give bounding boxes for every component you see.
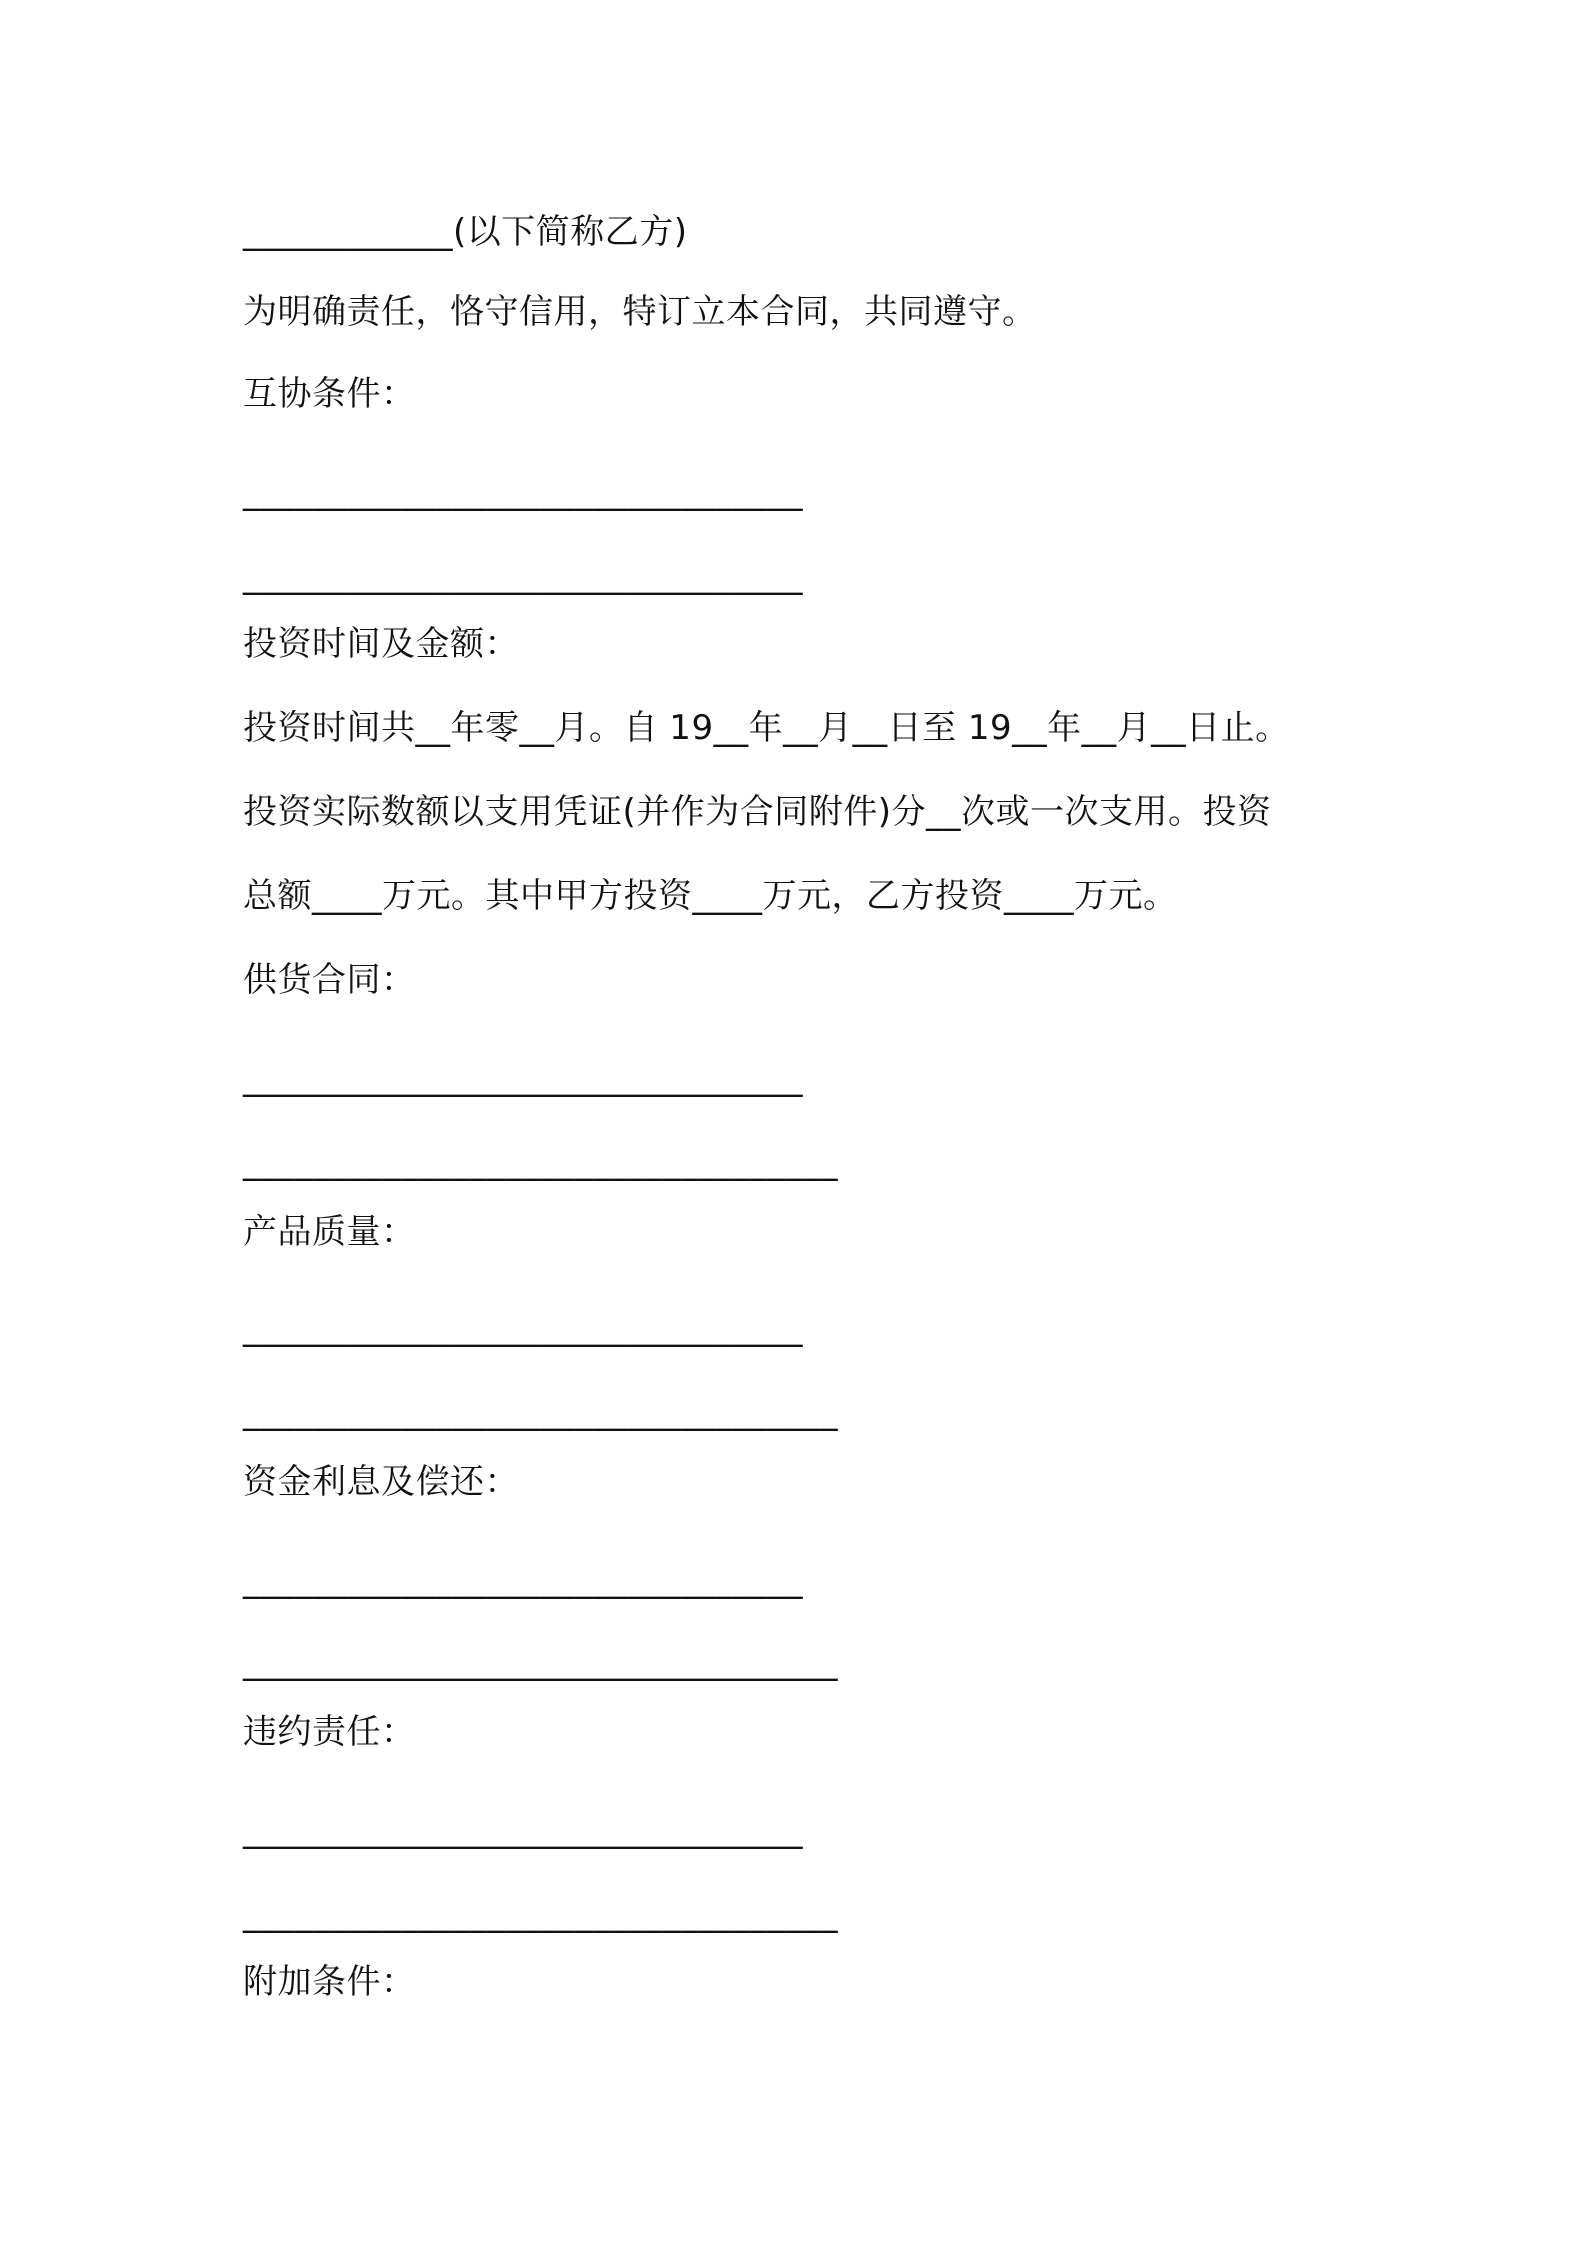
heading-mutual-conditions: 互协条件： [243, 374, 416, 414]
blank-line: ________________________________ [243, 1058, 803, 1098]
blank-line: __________________________________ [243, 1392, 838, 1432]
investment-amount-text: 投资实际数额以支用凭证(并作为合同附件)分__次或一次支用。投资 [243, 792, 1272, 832]
party-b-line: ____________(以下简称乙方) [243, 212, 688, 252]
blank-line: ________________________________ [243, 1308, 803, 1348]
blank-line: __________________________________ [243, 1642, 838, 1682]
investment-total-text: 总额____万元。其中甲方投资____万元，乙方投资____万元。 [243, 876, 1178, 916]
investment-period-text: 投资时间共__年零__月。自 19__年__月__日至 19__年__月__日止。 [243, 708, 1290, 748]
blank-line: __________________________________ [243, 1894, 838, 1934]
preamble-text: 为明确责任，恪守信用，特订立本合同，共同遵守。 [243, 292, 1037, 332]
blank-line: ________________________________ [243, 1810, 803, 1850]
heading-breach-liability: 违约责任： [243, 1712, 416, 1752]
heading-interest-repayment: 资金利息及偿还： [243, 1462, 519, 1502]
blank-line: ________________________________ [243, 556, 803, 596]
heading-product-quality: 产品质量： [243, 1212, 416, 1252]
heading-investment-time-amount: 投资时间及金额： [243, 624, 519, 664]
blank-line: ________________________________ [243, 1560, 803, 1600]
heading-additional-conditions: 附加条件： [243, 1962, 416, 2002]
heading-supply-contract: 供货合同： [243, 960, 416, 1000]
blank-line: ________________________________ [243, 472, 803, 512]
blank-line: __________________________________ [243, 1142, 838, 1182]
